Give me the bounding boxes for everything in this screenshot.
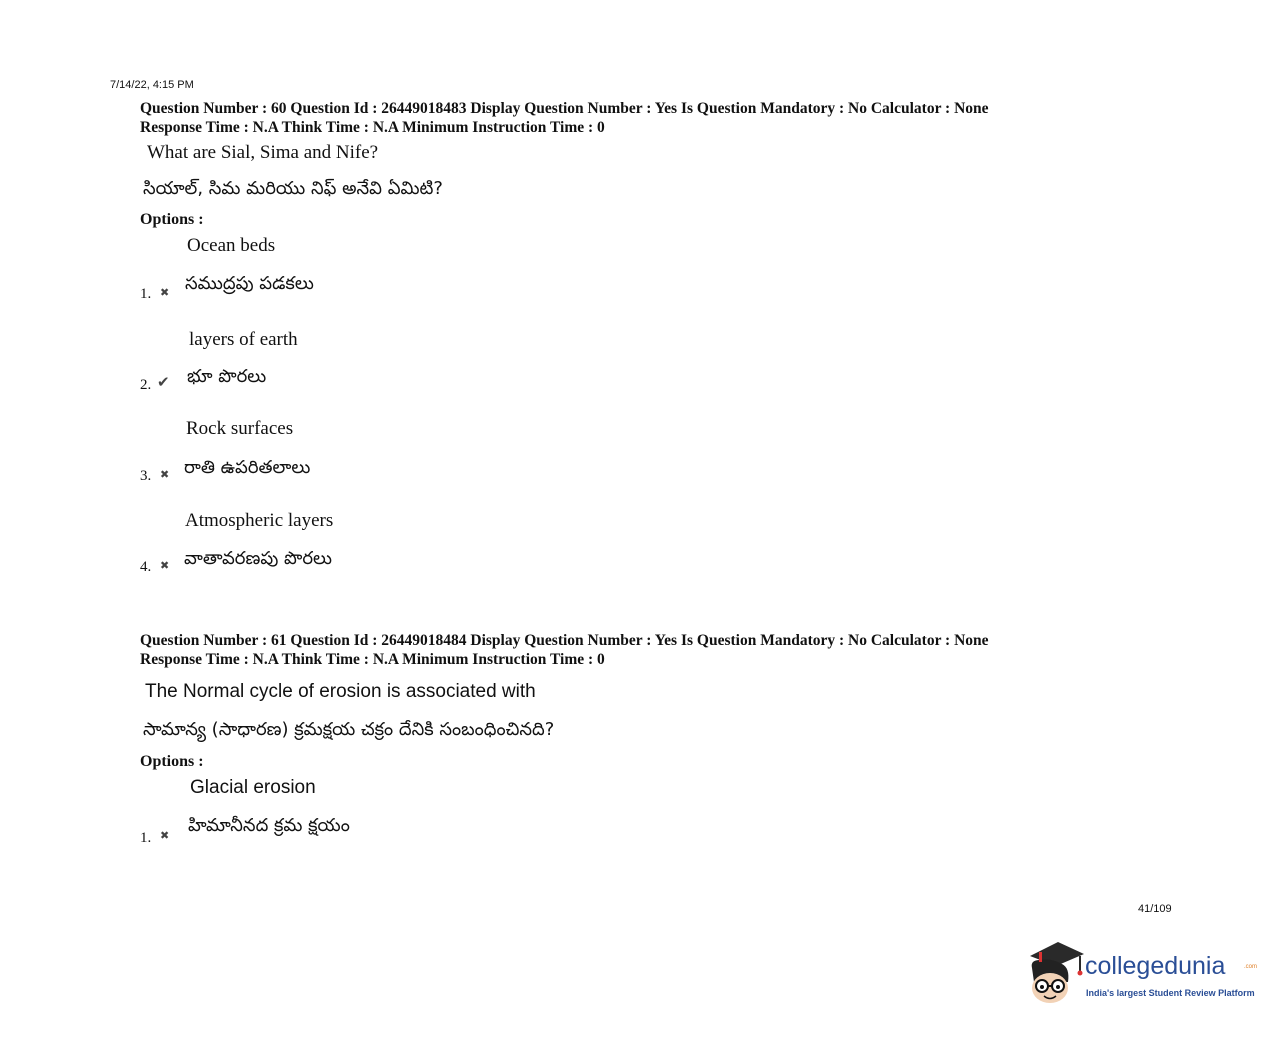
q60-option-3-text-te: రాతి ఉపరితలాలు [184, 457, 311, 478]
logo-wordmark: collegedunia [1085, 952, 1226, 980]
q60-option-4-cross-icon: ✖ [160, 559, 170, 572]
question-61-meta-line1: Question Number : 61 Question Id : 26449018484 Display Question Number : Yes Is Question Mandatory : No Calculator : None [140, 632, 989, 649]
question-60-options-label: Options : [140, 211, 204, 228]
q60-option-1-number: 1. [140, 286, 152, 302]
question-61-text-en: The Normal cycle of erosion is associated with [145, 681, 536, 702]
q61-option-1-cross-icon: ✖ [160, 829, 170, 842]
q60-option-4-number: 4. [140, 559, 152, 575]
q60-option-2-number: 2. [140, 377, 152, 393]
q60-option-4-text-en: Atmospheric layers [185, 510, 334, 531]
question-60-text-te: సియాల్, సిమ మరియు నిఫ్ అనేవి ఏమిటి? [143, 178, 443, 199]
mascot-icon [1022, 938, 1084, 1010]
logo-suffix: .com [1244, 964, 1258, 970]
q60-option-2-text-te: భూ పొరలు [187, 366, 267, 387]
question-60-meta-line1: Question Number : 60 Question Id : 26449018483 Display Question Number : Yes Is Question Mandatory : No Calculator : None [140, 100, 989, 117]
page-number: 41/109 [1138, 903, 1172, 915]
q61-option-1-text-te: హిమానీనద క్రమ క్షయం [188, 815, 350, 836]
q60-option-3-text-en: Rock surfaces [186, 418, 294, 439]
question-61-options-label: Options : [140, 753, 204, 770]
question-61-meta-line2: Response Time : N.A Think Time : N.A Minimum Instruction Time : 0 [140, 651, 605, 668]
q60-option-1-text-en: Ocean beds [187, 235, 276, 256]
collegedunia-logo [1022, 938, 1262, 1010]
q60-option-3-cross-icon: ✖ [160, 468, 170, 481]
q60-option-3-number: 3. [140, 468, 152, 484]
q60-option-4-text-te: వాతావరణపు పొరలు [184, 548, 332, 569]
question-61-text-te: సామాన్య (సాధారణ) క్రమక్షయ చక్రం దేనికి సంబంధించినది? [143, 719, 555, 740]
q60-option-2-text-en: layers of earth [189, 329, 298, 350]
q60-option-1-cross-icon: ✖ [160, 286, 170, 299]
question-60-text-en: What are Sial, Sima and Nife? [147, 142, 379, 163]
question-60-meta-line2: Response Time : N.A Think Time : N.A Minimum Instruction Time : 0 [140, 119, 605, 136]
logo-tagline: India's largest Student Review Platform [1086, 988, 1255, 998]
q60-option-2-check-icon: ✔ [157, 373, 170, 391]
q60-option-1-text-te: సముద్రపు పడకలు [185, 273, 314, 294]
q61-option-1-text-en: Glacial erosion [190, 777, 316, 798]
q61-option-1-number: 1. [140, 830, 152, 846]
print-timestamp: 7/14/22, 4:15 PM [110, 79, 194, 91]
